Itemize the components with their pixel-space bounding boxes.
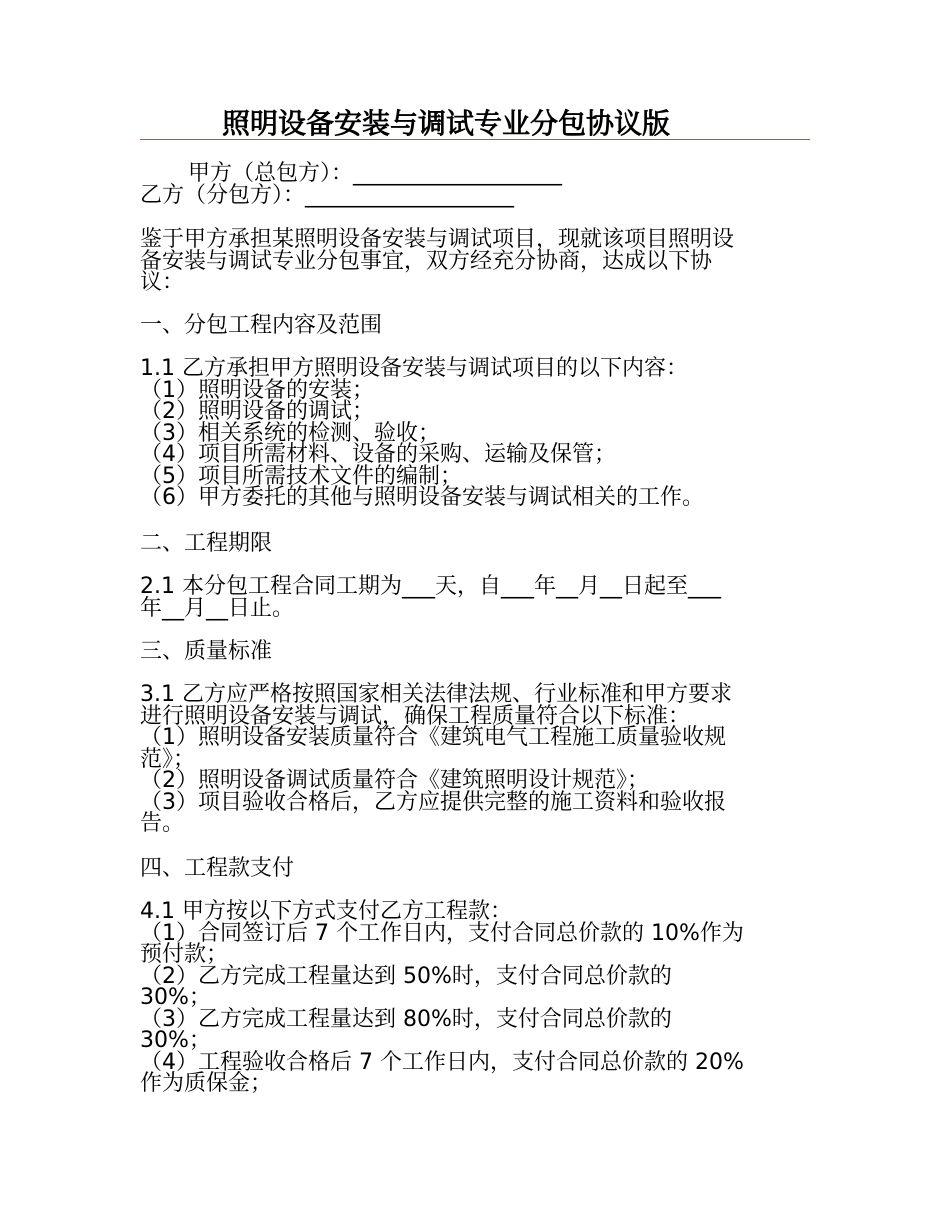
list-item: （5）项目所需技术文件的编制； [140,463,462,489]
list-item: （1）照明设备安装质量符合《建筑电气工程施工质量验收规 [140,725,726,750]
intro-line: 议： [140,270,185,295]
party-b-line: 乙方（分包方）：___________________ [140,182,515,208]
clause-line: 进行照明设备安装与调试，确保工程质量符合以下标准： [140,703,691,729]
list-item: （4）工程验收合格后 7 个工作日内，支付合同总价款的 20% [140,1049,744,1075]
list-item: （3）项目验收合格后，乙方应提供完整的施工资料和验收报 [140,789,726,815]
list-item: （4）项目所需材料、设备的采购、运输及保管； [140,442,616,467]
parties-block [140,163,815,206]
list-item: 告。 [140,811,185,836]
clause-line: 2.1 本分包工程合同工期为___天，自___年__月__日起至___ [140,574,721,599]
section-3-content [140,684,815,835]
intro-line: 鉴于甲方承担某照明设备安装与调试项目，现就该项目照明设 [140,227,735,252]
list-item: （2）照明设备调试质量符合《建筑照明设计规范》； [140,768,649,793]
list-item: （3）相关系统的检测、验收； [140,420,440,446]
list-item: （2）照明设备的调试； [140,399,374,424]
clause-line: 年__月__日止。 [140,595,295,621]
list-item: 30%； [140,1028,211,1053]
list-item: （1）照明设备的安装； [140,377,374,403]
section-3-heading [140,641,815,663]
list-item: 作为质保金； [140,1071,273,1096]
clause-line: 1.1 乙方承担甲方照明设备安装与调试项目的以下内容： [140,356,688,381]
section-4-content [140,901,815,1095]
clause-line: 3.1 乙方应严格按照国家相关法律法规、行业标准和甲方要求 [140,682,732,707]
list-item: （1）合同签订后 7 个工作日内，支付合同总价款的 10%作为 [140,920,744,946]
list-item: 预付款； [140,942,229,967]
list-item: 30%； [140,985,211,1010]
section-heading-text: 二、工程期限 [140,531,273,556]
section-heading-text: 一、分包工程内容及范围 [140,313,383,338]
section-4-heading [140,858,815,880]
intro-line: 备安装与调试专业分包事宜，双方经充分协商，达成以下协 [140,248,713,274]
section-2-content [140,576,815,619]
clause-line: 4.1 甲方按以下方式支付乙方工程款： [140,899,512,924]
list-item: （3）乙方完成工程量达到 80%时，支付合同总价款的 [140,1006,672,1032]
section-1-heading [140,315,815,337]
list-item: 范》； [140,746,196,772]
document-title: 照明设备安装与调试专业分包协议版 [222,107,671,140]
section-heading-text: 四、工程款支付 [140,856,295,881]
intro-paragraph [140,229,815,294]
section-heading-text: 三、质量标准 [140,639,273,664]
section-2-heading [140,533,815,555]
list-item: （2）乙方完成工程量达到 50%时，支付合同总价款的 [140,963,672,989]
section-1-content [140,358,815,509]
title-underline [140,139,810,140]
list-item: （6）甲方委托的其他与照明设备安装与调试相关的工作。 [140,485,704,510]
party-a-line: 甲方（总包方）：___________________ [188,161,563,186]
